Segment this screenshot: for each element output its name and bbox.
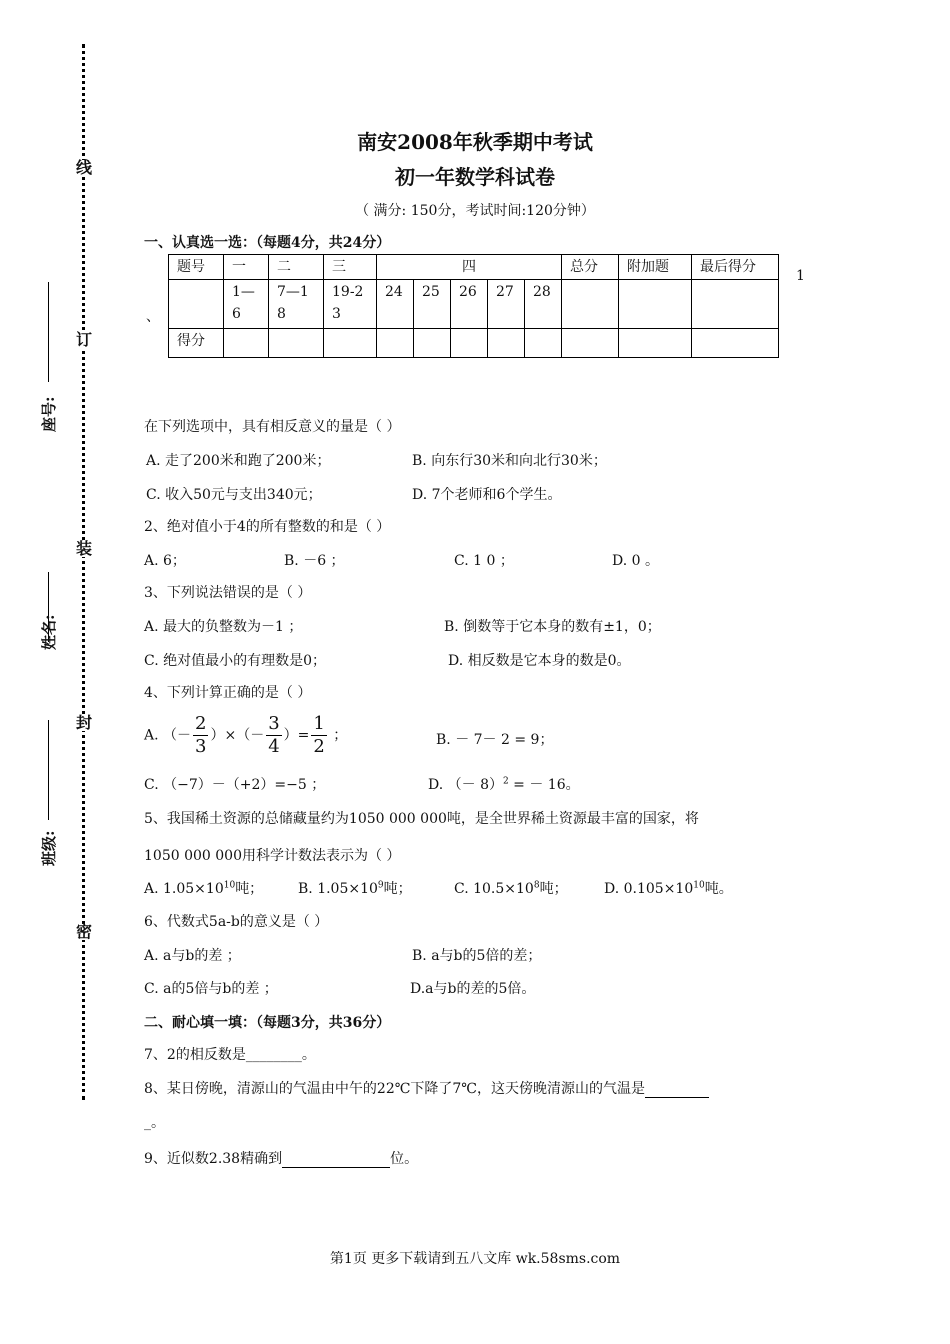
frac-den: 2 <box>313 736 325 757</box>
binding-char-mi: 密 <box>76 922 93 941</box>
q5-b-prefix: B. 1.05×10 <box>298 881 378 897</box>
q2-option-a: A. 6； <box>144 553 186 569</box>
q5-c-prefix: C. 10.5×10 <box>454 881 534 897</box>
q9 <box>144 1148 418 1168</box>
table-cell: 总分 <box>562 255 619 280</box>
q2-stem: 2、绝对值小于4的所有整数的和是（ ） <box>144 519 391 535</box>
q5-stem-line2: 1050 000 000用科学计数法表示为（ ） <box>144 848 401 864</box>
q5-d-exponent: 10 <box>693 880 705 891</box>
q4-d-prefix: D. （－ 8） <box>428 777 503 793</box>
q4-a-prefix: A. （－ <box>144 727 192 744</box>
q5-a-prefix: A. 1.05×10 <box>144 881 224 897</box>
table-cell <box>562 280 619 329</box>
q1-option-c: C. 收入50元与支出340元； <box>146 487 322 503</box>
frac-num: 2 <box>195 713 207 734</box>
fraction-3-4 <box>266 713 281 758</box>
q4-option-c: C. （−7）－（+2）=−5 ； <box>144 777 326 793</box>
table-cell: 题号 <box>169 255 224 280</box>
q3-option-a: A. 最大的负整数为－1 ； <box>144 619 303 635</box>
q5-c-post: 吨； <box>539 881 568 897</box>
table-cell: 28 <box>525 280 562 329</box>
page-footer: 第1页 更多下载请到五八文库 wk.58sms.com <box>329 1251 621 1267</box>
table-row <box>169 280 779 329</box>
q5-option-d <box>604 878 733 898</box>
score-input-cell[interactable] <box>488 329 525 358</box>
q9-suffix: 位。 <box>390 1151 419 1167</box>
table-cell: 26 <box>451 280 488 329</box>
q8-blank[interactable] <box>645 1081 709 1098</box>
q2-option-b: B. －6 ； <box>284 553 345 569</box>
score-input-cell[interactable] <box>562 329 619 358</box>
q3-option-d: D. 相反数是它本身的数是0。 <box>448 653 631 669</box>
q4-a-eq: ）= <box>283 727 310 744</box>
q8-text: 8、某日傍晚，清源山的气温由中午的22℃下降了7℃，这天傍晚清源山的气温是 <box>144 1081 645 1097</box>
q1-stem: 在下列选项中，具有相反意义的量是（ ） <box>144 419 401 435</box>
score-input-cell[interactable] <box>224 329 269 358</box>
binding-char-xian: 线 <box>76 158 93 177</box>
q4-option-d <box>428 774 580 794</box>
q4-stem: 4、下列计算正确的是（ ） <box>144 685 312 701</box>
q4-option-b: B. － 7－ 2 = 9； <box>436 732 554 748</box>
section1-title: 一、认真选一选：（每题4分，共24分） <box>144 235 391 251</box>
q5-option-b <box>298 878 412 898</box>
score-input-cell[interactable] <box>377 329 414 358</box>
q9-prefix: 9、近似数2.38精确到 <box>144 1151 283 1167</box>
table-row <box>169 255 779 280</box>
q6-option-b: B. a与b的5倍的差； <box>412 948 542 964</box>
exam-title: 南安2008年秋季期中考试 <box>357 130 593 154</box>
table-cell: 二 <box>269 255 324 280</box>
score-input-cell[interactable] <box>692 329 779 358</box>
q1-option-d: D. 7个老师和6个学生。 <box>412 487 562 503</box>
q5-b-post: 吨； <box>383 881 412 897</box>
table-cell: 一 <box>224 255 269 280</box>
seat-label: 座号: <box>40 396 58 432</box>
score-input-cell[interactable] <box>619 329 692 358</box>
binding-char-feng: 封 <box>76 713 93 732</box>
q7 <box>144 1044 316 1064</box>
q3-option-c: C. 绝对值最小的有理数是0； <box>144 653 327 669</box>
score-input-cell[interactable] <box>269 329 324 358</box>
table-cell <box>169 280 224 329</box>
q4-a-mid: ）×（－ <box>210 727 265 744</box>
table-side-mark-left: 、 <box>146 309 160 325</box>
q5-a-post: 吨； <box>235 881 264 897</box>
q4-option-a <box>144 713 347 758</box>
q7-blank[interactable]: ________ <box>245 1047 302 1063</box>
q5-d-post: 吨。 <box>704 881 733 897</box>
q5-b-exponent: 9 <box>377 880 384 891</box>
table-side-mark-right: 1 <box>796 268 805 284</box>
exam-info: （ 满分: 150分，考试时间:120分钟） <box>355 203 595 219</box>
exam-subtitle: 初一年数学科试卷 <box>395 165 555 189</box>
class-underline <box>48 720 49 820</box>
fraction-2-3 <box>193 713 208 758</box>
q6-option-d: D.a与b的差的5倍。 <box>410 981 536 997</box>
q4-d-exponent: 2 <box>502 776 509 787</box>
score-table <box>168 254 779 358</box>
table-cell: 附加题 <box>619 255 692 280</box>
table-cell: 1—6 <box>224 280 269 329</box>
table-cell: 最后得分 <box>692 255 779 280</box>
q7-prefix: 7、2的相反数是 <box>144 1047 246 1063</box>
q2-option-d: D. 0 。 <box>612 553 659 569</box>
q5-option-a <box>144 878 263 898</box>
score-input-cell[interactable] <box>324 329 377 358</box>
frac-den: 4 <box>268 736 280 757</box>
table-cell: 24 <box>377 280 414 329</box>
q8-line2: _。 <box>144 1115 165 1131</box>
q4-a-end: ； <box>328 727 348 744</box>
q2-option-c: C. 1 0 ； <box>454 553 514 569</box>
q3-stem: 3、下列说法错误的是（ ） <box>144 585 312 601</box>
q1-option-b: B. 向东行30米和向北行30米； <box>412 453 607 469</box>
table-cell: 得分 <box>169 329 224 358</box>
binding-char-zhuang: 装 <box>76 539 93 558</box>
seat-underline <box>48 282 49 382</box>
table-cell: 四 <box>377 255 562 280</box>
table-cell: 19-23 <box>324 280 377 329</box>
q8-line1 <box>144 1078 709 1098</box>
score-input-cell[interactable] <box>451 329 488 358</box>
score-input-cell[interactable] <box>414 329 451 358</box>
frac-num: 3 <box>268 713 280 734</box>
name-label: 姓名: <box>40 614 58 650</box>
q5-stem-line1: 5、我国稀土资源的总储藏量约为1050 000 000吨，是全世界稀土资源最丰富的国家，将 <box>144 811 699 827</box>
table-cell: 7—18 <box>269 280 324 329</box>
q6-stem: 6、代数式5a-b的意义是（ ） <box>144 914 329 930</box>
fraction-1-2 <box>311 713 326 758</box>
q5-d-prefix: D. 0.105×10 <box>604 881 694 897</box>
frac-num: 1 <box>313 713 325 734</box>
q5-option-c <box>454 878 568 898</box>
q1-option-a: A. 走了200米和跑了200米； <box>146 453 331 469</box>
q6-option-a: A. a与b的差 ； <box>144 948 241 964</box>
table-cell: 27 <box>488 280 525 329</box>
q4-d-post: = － 16。 <box>508 777 580 793</box>
score-input-cell[interactable] <box>525 329 562 358</box>
table-cell <box>619 280 692 329</box>
q9-blank[interactable] <box>282 1151 390 1168</box>
q5-a-exponent: 10 <box>223 880 236 891</box>
q7-suffix: 。 <box>301 1047 316 1063</box>
table-cell <box>692 280 779 329</box>
table-cell: 25 <box>414 280 451 329</box>
section2-title: 二、耐心填一填：（每题3分，共36分） <box>144 1015 391 1031</box>
table-row <box>169 329 779 358</box>
class-label: 班级: <box>40 830 58 866</box>
binding-char-ding: 订 <box>76 330 93 349</box>
q5-c-exponent: 8 <box>533 880 540 891</box>
frac-den: 3 <box>195 736 207 757</box>
q6-option-c: C. a的5倍与b的差 ； <box>144 981 278 997</box>
table-cell: 三 <box>324 255 377 280</box>
q3-option-b: B. 倒数等于它本身的数有±1，0； <box>444 619 661 635</box>
